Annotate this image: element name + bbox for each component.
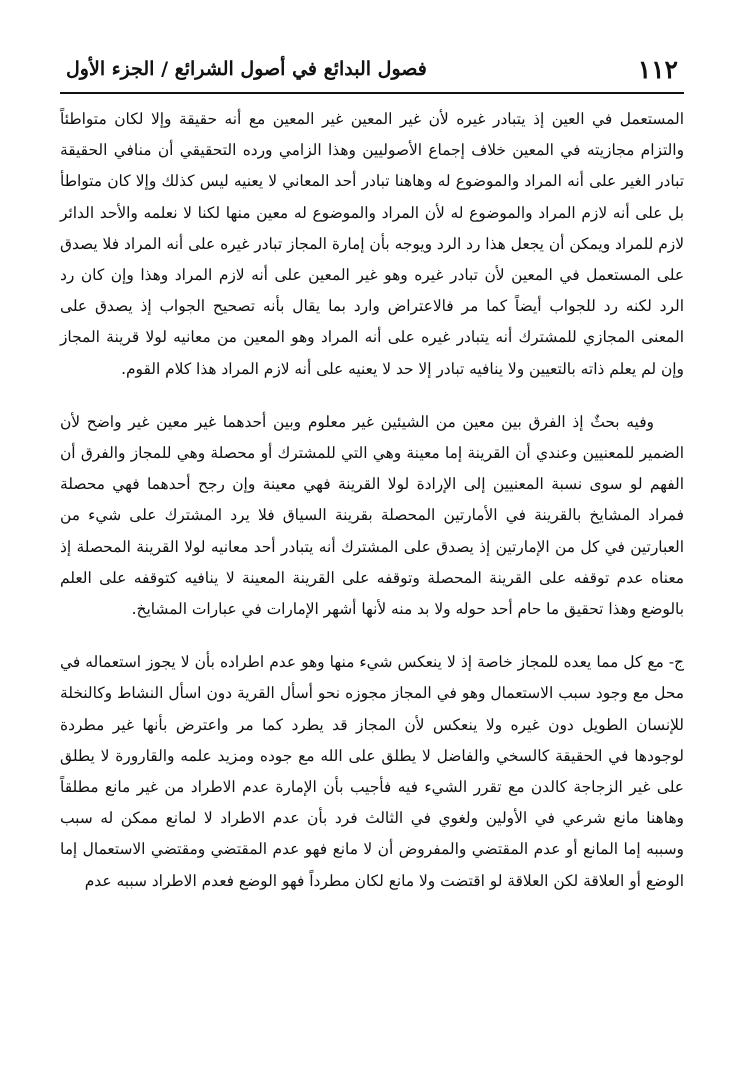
body-text: [60, 104, 684, 897]
paragraph-1: المستعمل في العين إذ يتبادر غيره لأن غير المعين غير المعين مع أنه حقيقة وإلا لكان متواطئاً والتزام مجازيته في المعين خلاف إجماع الأصوليين وهذا الزامي ورده التحقيقي أن منافي الحقيقة تبادر الغير على أنه المراد والموضوع له وهاهنا تبادر أحد المعاني لا يعنيه ليس كذلك وإلا كان متواطأ بل على أنه لازم المراد والموضوع له لأن المراد والموضوع له معين منها لكنا لا نعلمه والأحد الدائر لازم للمراد ويمكن أن يجعل هذا رد الرد ويوجه بأن إمارة المجاز تبادر غيره على أنه المراد فلا يصدق على المستعمل في المعين لأن تبادر غيره وهو غير المعين على أنه لازم المراد وهذا وإن كان رد الرد لكنه رد للجواب أيضاً كما مر فالاعتراض وارد بما يقال بأنه تصحيح الجواب إذ يصدق على المعنى المجازي للمشترك أنه يتبادر غيره على أنه المراد وهو المعين من معانيه لولا قرينة المجاز وإن لم يعلم ذاته بالتعيين ولا ينافيه تبادر إلا حد لا يعنيه على أنه لازم المراد هذا كلام القوم.: [60, 110, 684, 378]
paragraph-3: ج- مع كل مما يعده للمجاز خاصة إذ لا ينعكس شيء منها وهو عدم اطراده بأن لا يجوز استعماله في محل مع وجود سبب الاستعمال وهو في المجاز مجوزه نحو أسأل القرية دون اسأل النشاط وكالنخلة للإنسان الطويل دون غيره ولا ينعكس لأن المجاز قد يطرد كما مر واعترض بأنها غير مطردة لوجودها في الحقيقة كالسخي والفاضل لا يطلق على الله مع جوده ومزيد علمه والقارورة لا يطلق على غير الزجاجة كالدن مع تقرر الشيء فيه فأجيب بأن الإمارة عدم الاطراد من غير مانع مطلقاً وهاهنا مانع شرعي في الأولين ولغوي في الثالث فرد بأن عدم الاطراد لا لمانع ممكن له سبب وسببه إما المانع أو عدم المقتضي والمفروض أن لا مانع فهو عدم المقتضي ومقتضي الاستعمال إما الوضع أو العلاقة لكن العلاقة لو اقتضت ولا مانع لكان مطرداً فهو الوضع فعدم الاطراد سببه عدم: [60, 653, 684, 890]
page-header: [60, 46, 684, 94]
paragraph-2: وفيه بحثٌ إذ الفرق بين معين من الشيئين غير معلوم وبين أحدهما غير معين غير واضح لأن الضمير للمعنيين وعندي أن القرينة إما معينة وهي التي للمشترك أو محصلة وهي للمجاز والفرق أن الفهم لو سوى نسبة المعنيين إلى الإرادة لولا القرينة فهي معينة وإن رجح أحدهما فهي محصلة فمراد المشايخ بالقرينة في الأمارتين المحصلة بقرينة السياق فلا يرد المشترك على شيء من العبارتين في كل من الإمارتين إذ يصدق على المشترك أنه يتبادر أحد معانيه لولا القرينة المحصلة إذ معناه عدم توقفه على القرينة المحصلة وتوقفه على القرينة المعينة لا ينافيه كتوقفه على العلم بالوضع وهذا تحقيق ما حام أحد حوله ولا بد منه لأنها أشهر الإمارات في عبارات المشايخ.: [60, 412, 684, 619]
document-page: [60, 46, 684, 1076]
page-number: ١١٢: [637, 54, 678, 84]
running-title: فصول البدائع في أصول الشرائع / الجزء الأول: [66, 58, 427, 80]
